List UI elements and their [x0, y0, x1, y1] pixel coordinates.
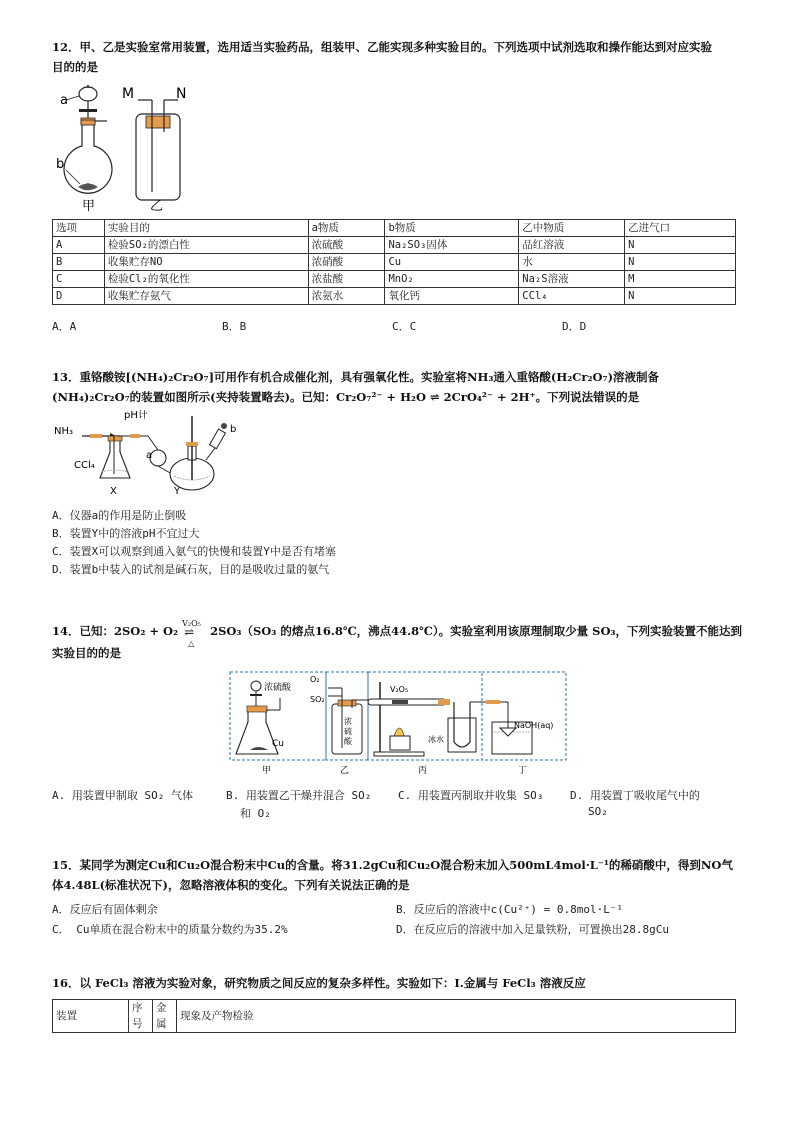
- q14-stem-suffix: 2SO₃（SO₃ 的熔点16.8℃，沸点44.8℃）。实验室利用该原理制取少量 SO₃，下列实验装置不能达到: [210, 624, 743, 638]
- q14-option-c[interactable]: C. 用装置丙制取并收集 SO₃: [398, 789, 544, 802]
- table-cell: D: [53, 288, 105, 305]
- table-cell: 浓盐酸: [308, 271, 385, 288]
- q13-fig-label-b: b: [230, 424, 237, 435]
- q14-fig-label-bing: 丙: [418, 766, 428, 776]
- q14-fig-label-so2: SO₂: [310, 695, 325, 704]
- q14-fig-label-nong: 浓: [344, 717, 352, 726]
- q13-fig-label-nh3: NH₃: [54, 426, 74, 437]
- q14-condition-arrow: ⇌: [184, 625, 195, 639]
- q13-fig-label-ph: pH计: [124, 410, 148, 421]
- q15-stem-line2: 体4.48L(标准状况下)，忽略溶液体积的变化。下列有关说法正确的是: [52, 878, 410, 892]
- q14-stem-prefix: 14．已知：2SO₂ + O₂: [52, 624, 179, 638]
- q12-option-a[interactable]: A．A: [52, 320, 77, 333]
- q12-stem-line1: 12．甲、乙是实验室常用装置，选用适当实验药品，组装甲、乙能实现多种实验目的。下列选项中试剂选取和操作能达到对应实验: [52, 40, 712, 54]
- table-cell: N: [625, 254, 736, 271]
- q14-apparatus-figure: [228, 670, 570, 778]
- q14-option-d[interactable]: D. 用装置丁吸收尾气中的: [570, 789, 700, 802]
- q16-table: [52, 999, 736, 1033]
- table-row: [53, 254, 736, 271]
- table-cell: A: [53, 237, 105, 254]
- q14-stem-line1: [52, 619, 743, 648]
- table-cell: M: [625, 271, 736, 288]
- q13-option-d[interactable]: D．装置b中装入的试剂是碱石灰，目的是吸收过量的氨气: [52, 563, 330, 576]
- q12-option-b[interactable]: B．B: [222, 320, 247, 333]
- table-cell: 品红溶液: [519, 237, 625, 254]
- q14-condition-top: V₂O₅: [182, 619, 201, 628]
- table-header-cell: 装置: [53, 1000, 129, 1033]
- table-cell: 氧化钙: [385, 288, 519, 305]
- q12-option-d[interactable]: D．D: [562, 320, 587, 333]
- q14-fig-label-ice: 冰水: [428, 735, 444, 744]
- q14-option-b-cont: 和 O₂: [240, 807, 271, 820]
- q12-fig-label-a: a: [60, 93, 68, 108]
- table-row: [53, 271, 736, 288]
- q14-fig-label-naoh: NaOH(aq): [514, 721, 554, 730]
- table-cell: N: [625, 288, 736, 305]
- q15-option-d[interactable]: D．在反应后的溶液中加入足量铁粉，可置换出28.8gCu: [396, 923, 669, 936]
- q15-stem-line1: 15．某同学为测定Cu和Cu₂O混合粉末中Cu的含量。将31.2gCu和Cu₂O混合粉末加入500mL4mol·L⁻¹的稀硝酸中，得到NO气: [52, 858, 733, 872]
- q13-fig-label-ccl4: CCl₄: [74, 460, 95, 471]
- q15-option-a[interactable]: A．反应后有固体剩余: [52, 903, 158, 916]
- q12-fig-label-b: b: [56, 157, 65, 172]
- q13-stem-line2: (NH₄)₂Cr₂O₇的装置如图所示(夹持装置略去)。已知：Cr₂O₇²⁻ + H₂O ⇌ 2CrO₄²⁻ + 2H⁺。下列说法错误的是: [52, 390, 640, 404]
- table-cell: B: [53, 254, 105, 271]
- table-cell: 浓硫酸: [308, 237, 385, 254]
- q13-fig-label-y: Y: [174, 486, 181, 497]
- q14-reaction-condition: [182, 619, 206, 648]
- q14-fig-label-yi: 乙: [340, 766, 350, 776]
- q14-stem-line2: 实验目的的是: [52, 646, 121, 660]
- q14-option-b[interactable]: B. 用装置乙干燥并混合 SO₂: [226, 789, 372, 802]
- table-header-row: [53, 220, 736, 237]
- q14-fig-label-ding: 丁: [518, 766, 528, 776]
- q12-option-c[interactable]: C．C: [392, 320, 417, 333]
- table-row: [53, 288, 736, 305]
- q14-fig-label-suan: 酸: [344, 737, 352, 746]
- table-header-cell: 现象及产物检验: [177, 1000, 736, 1033]
- q12-apparatus-figure: [52, 82, 202, 214]
- q14-fig-label-o2: O₂: [310, 675, 320, 684]
- table-header-cell: 乙进气口: [625, 220, 736, 237]
- table-cell: C: [53, 271, 105, 288]
- table-header-cell: 实验目的: [104, 220, 308, 237]
- table-header-row: [53, 1000, 736, 1033]
- table-cell: 检验Cl₂的氧化性: [104, 271, 308, 288]
- table-header-cell: b物质: [385, 220, 519, 237]
- table-header-cell: a物质: [308, 220, 385, 237]
- table-row: [53, 237, 736, 254]
- table-cell: MnO₂: [385, 271, 519, 288]
- q12-stem-line2: 目的的是: [52, 60, 98, 74]
- q12-fig-label-m: M: [122, 86, 135, 102]
- table-cell: 水: [519, 254, 625, 271]
- q14-condition-bottom: △: [188, 639, 195, 648]
- table-cell: Cu: [385, 254, 519, 271]
- q12-fig-label-jia: 甲: [82, 199, 96, 214]
- q14-fig-label-v2o5: V₂O₅: [390, 685, 409, 694]
- table-header-cell: 金属: [153, 1000, 177, 1033]
- q15-option-b[interactable]: B．反应后的溶液中c(Cu²⁺) = 0.8mol·L⁻¹: [396, 903, 624, 916]
- q14-fig-label-jia: 甲: [262, 766, 272, 776]
- q13-option-a[interactable]: A．仪器a的作用是防止倒吸: [52, 509, 187, 522]
- table-header-cell: 乙中物质: [519, 220, 625, 237]
- q13-apparatus-figure: [52, 410, 252, 500]
- table-cell: 浓氨水: [308, 288, 385, 305]
- q14-fig-label-liu: 硫: [344, 727, 352, 736]
- q13-option-c[interactable]: C．装置X可以观察到通入氨气的快慢和装置Y中是否有堵塞: [52, 545, 336, 558]
- table-cell: Na₂S溶液: [519, 271, 625, 288]
- q13-stem-line1: 13．重铬酸铵[(NH₄)₂Cr₂O₇]可用作有机合成催化剂，具有强氧化性。实验室将NH₃通入重铬酸(H₂Cr₂O₇)溶液制备: [52, 370, 660, 384]
- q15-option-c[interactable]: C． Cu单质在混合粉末中的质量分数约为35.2%: [52, 923, 288, 936]
- q13-fig-label-x: X: [110, 486, 117, 497]
- table-cell: 收集贮存NO: [104, 254, 308, 271]
- q14-fig-label-h2so4: 浓硫酸: [264, 683, 292, 693]
- table-cell: 收集贮存氨气: [104, 288, 308, 305]
- q14-option-a[interactable]: A. 用装置甲制取 SO₂ 气体: [52, 789, 193, 802]
- table-cell: 检验SO₂的漂白性: [104, 237, 308, 254]
- q14-fig-label-cu: Cu: [272, 739, 284, 749]
- q14-option-d-cont: SO₂: [588, 805, 608, 818]
- q16-stem: 16．以 FeCl₃ 溶液为实验对象，研究物质之间反应的复杂多样性。实验如下：Ⅰ.金属与 FeCl₃ 溶液反应: [52, 976, 586, 990]
- table-header-cell: 选项: [53, 220, 105, 237]
- table-cell: 浓硝酸: [308, 254, 385, 271]
- q12-table: [52, 219, 736, 305]
- table-header-cell: 序号: [129, 1000, 153, 1033]
- q12-fig-label-n: N: [176, 86, 187, 102]
- table-cell: CCl₄: [519, 288, 625, 305]
- q13-fig-label-a: a: [146, 450, 153, 461]
- q13-option-b[interactable]: B．装置Y中的溶液pH不宜过大: [52, 527, 200, 540]
- table-cell: N: [625, 237, 736, 254]
- q12-fig-label-yi: 乙: [150, 199, 164, 214]
- table-cell: Na₂SO₃固体: [385, 237, 519, 254]
